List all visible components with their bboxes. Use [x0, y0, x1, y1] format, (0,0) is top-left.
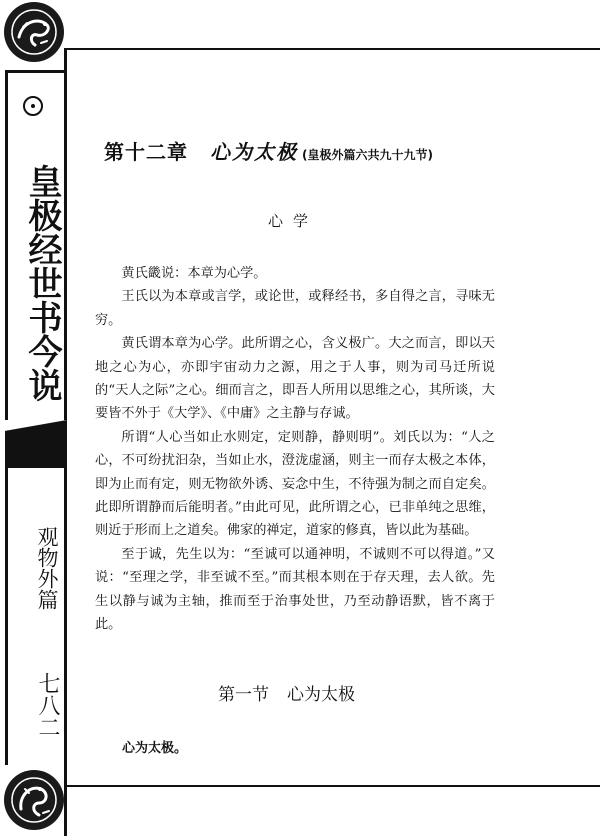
side-band: [5, 420, 67, 468]
top-rule: [66, 48, 600, 50]
part-name: 观物外篇: [35, 526, 59, 610]
chapter-number: 第十二章: [104, 140, 188, 164]
chapter-heading: [104, 136, 433, 165]
paragraph: 黄氏谓本章为心学。此所谓之心，含义极广。大之而言，即以天地之心为心，亦即宇宙动力之源，用之于人事，则为司马迁所说的“天人之际”之心。细而言之，即吾人所用以思维之心，其所谈，大要皆不外于《大学》、《中庸》之主静与存诚。: [95, 336, 495, 422]
chapter-title: 心为太极: [210, 140, 298, 164]
dragon-medallion-icon: [4, 770, 64, 830]
section-heading: [218, 680, 355, 705]
body-text: [95, 262, 495, 637]
page-number: 七八二: [35, 672, 60, 738]
sub-heading: 心学: [268, 212, 319, 230]
section-title: 心为太极: [287, 685, 355, 705]
bottom-rule: [66, 785, 600, 787]
section-number: 第一节: [218, 685, 269, 705]
chapter-note: (皇极外篇六共九十九节): [302, 148, 433, 162]
section-first-line: 心为太极。: [122, 741, 188, 756]
book-title: 皇极经世书今说: [22, 164, 62, 402]
paragraph: 至于诚，先生以为：“至诚可以通神明，不诚则不可以得道。”又说：“至理之学，非至诚不至。”而其根本则在于存天理，去人欲。先生以静与诚为主轴，推而至于治事处世，乃至动静语默，皆不离于此。: [95, 546, 495, 633]
circled-dot-icon: [23, 96, 43, 116]
dragon-medallion-icon: [4, 2, 64, 62]
paragraph: 所谓“人心当如止水则定，定则静，静则明”。刘氏以为：“人之心，不可纷扰汩杂，当如止水，澄泷虚涵，则主一而存太极之本体，即为止而有定，则无物欲外诱、妄念中生，不待强为制之而自定矣。此即所谓静而后能明者。”由此可见，此所谓之心，已非单纯之思维，则近于形而上之道矣。佛家的禅定，道家的修真，皆以此为基础。: [95, 429, 495, 539]
paragraph: 黄氏畿说：本章为心学。: [121, 266, 267, 281]
paragraph: 王氏以为本章或言学，或论世，或释经书，多自得之言，寻味无穷。: [95, 289, 495, 328]
side-top-rule: [5, 70, 67, 73]
